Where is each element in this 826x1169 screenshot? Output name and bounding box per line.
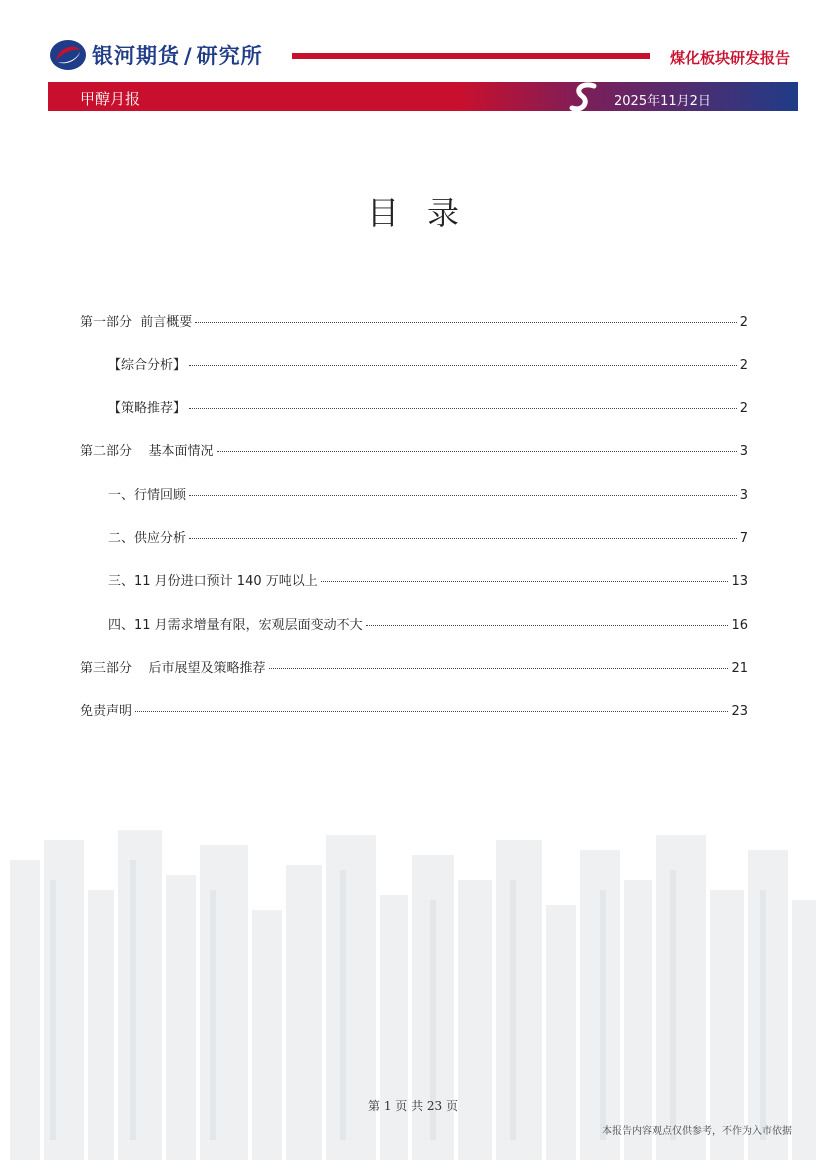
toc-entry-page: 23 (731, 704, 748, 719)
toc-entry-label: 第二部分 基本面情况 (80, 444, 214, 459)
brand-title (92, 40, 263, 70)
toc-entry-label: 一、行情回顾 (108, 488, 187, 503)
toc-entry-page: 21 (731, 661, 748, 676)
toc-leader (217, 451, 737, 452)
toc-leader (321, 581, 729, 582)
toc-entry[interactable] (108, 570, 748, 589)
brand-name: 银河期货 (92, 44, 180, 68)
toc-entry-label: 二、供应分析 (108, 531, 187, 546)
toc-entry[interactable] (108, 354, 748, 373)
sector-label: 煤化板块研发报告 (669, 49, 790, 67)
toc-entry-page: 7 (739, 531, 748, 546)
toc-entry[interactable] (80, 657, 748, 676)
toc-entry-label: 【策略推荐】 (108, 401, 187, 416)
brand-separator: / (184, 44, 193, 68)
toc-leader (189, 365, 737, 366)
s-swoosh-icon (568, 80, 602, 114)
toc-leader (189, 408, 737, 409)
report-date: 2025年11月2日 (614, 94, 711, 109)
toc-entry-label: 免责声明 (80, 704, 133, 719)
toc-entry[interactable] (80, 440, 748, 459)
toc-entry[interactable] (80, 311, 748, 330)
toc-entry-page: 2 (739, 358, 748, 373)
toc-entry-label: 第三部分 后市展望及策略推荐 (80, 661, 266, 676)
toc-leader (195, 322, 736, 323)
toc-leader (366, 625, 729, 626)
toc-entry[interactable] (108, 614, 748, 633)
toc-entry-page: 16 (731, 618, 748, 633)
toc-entry-label: 第一部分 前言概要 (80, 315, 193, 330)
toc-leader (269, 668, 729, 669)
toc-entry[interactable] (108, 484, 748, 503)
toc-entry-page: 13 (731, 574, 748, 589)
toc-entry-page: 3 (739, 488, 748, 503)
toc-entry-page: 3 (739, 444, 748, 459)
brand-dept: 研究所 (196, 44, 263, 68)
report-type: 甲醇月报 (80, 90, 141, 108)
toc-entry[interactable] (108, 527, 748, 546)
header-red-line (292, 53, 650, 59)
toc-entry[interactable] (80, 700, 748, 719)
toc-entry-label: 四、11 月需求增量有限，宏观层面变动不大 (108, 618, 363, 633)
toc-leader (189, 495, 737, 496)
toc-entry-page: 2 (739, 401, 748, 416)
galaxy-logo-icon (48, 38, 88, 72)
toc-entry-label: 【综合分析】 (108, 358, 187, 373)
toc-leader (189, 538, 737, 539)
toc-entry-page: 2 (739, 315, 748, 330)
toc-leader (135, 711, 728, 712)
toc-title: 目录 (366, 194, 487, 232)
toc-entry-label: 三、11 月份进口预计 140 万吨以上 (108, 574, 318, 589)
page-number: 第 1 页 共 23 页 (368, 1099, 458, 1113)
disclaimer: 本报告内容观点仅供参考，不作为入市依据 (602, 1126, 792, 1137)
toc-entry[interactable] (108, 397, 748, 416)
